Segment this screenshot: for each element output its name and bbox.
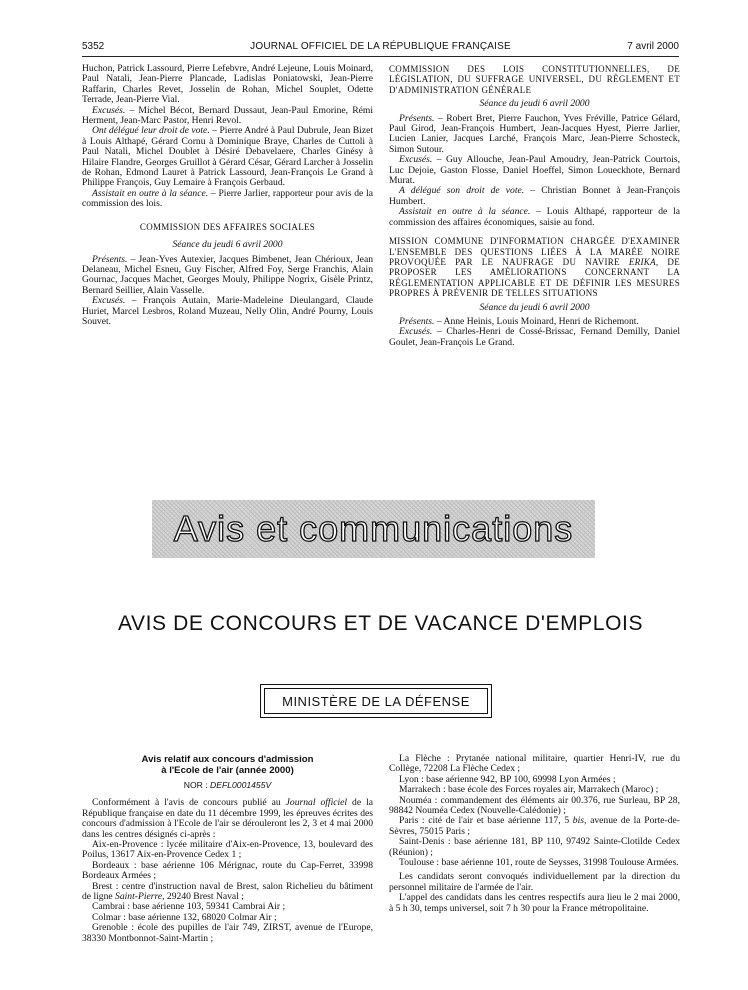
proxy-vote-paragraph: Ont délégué leur droit de vote. – Pierre André à Paul Dubrule, Jean Bizet à Louis Althapé, Gérard Cornu à Dominique Braye, Charles de Cuttoli à Paul Natali, Michel Doublet à Désiré Debavelaere, Charles Ginésy à Hilaire Flandre, Georges Gruillot à Gérard César, Gérard Larcher à Josselin de Rohan, Edmond Lauret à Patrick Lassourd, Jean-François Le Grand à Philippe François, Guy Lemaire à François Gerbaud. xyxy=(82,125,373,189)
issue-date: 7 avril 2000 xyxy=(627,41,679,52)
header-rule xyxy=(82,56,679,57)
notice-title-line2: à l'Ecole de l'air (année 2000) xyxy=(161,765,294,776)
present-paragraph: Présents. – Robert Bret, Pierre Fauchon, Yves Fréville, Patrice Gélard, Paul Girod, Jean-François Humbert, Jean-Jacques Hyest, Pierre Jarlier, Lucien Lanier, Jacques Larché, François Marc, Jean-Pierre Schosteck, Simon Sutour. xyxy=(389,112,680,155)
centre-item: Colmar : base aérienne 132, 68020 Colmar Air ; xyxy=(92,911,277,923)
centre-item: Nouméa : commandement des éléments air 00.376, rue Surleau, BP 28, 98842 Nouméa Cedex (Nouvelle-Calédonie) ; xyxy=(389,794,680,817)
notice-intro: Conformément à l'avis de concours publié au Journal officiel de la République française en date du 11 décembre 1999, les épreuves écrites des concours d'admission à l'Ecole de l'air se dérouleront les 2, 3 et 4 mai 2000 dans les centres désignés ci-après : xyxy=(82,797,373,840)
centre-item: Aix-en-Provence : lycée militaire d'Aix-en-Provence, 13, boulevard des Poilus, 13617 Aix-en-Provence Cedex 1 ; xyxy=(82,839,373,861)
centre-item: Bordeaux : base aérienne 106 Mérignac, route du Cap-Ferret, 33998 Bordeaux Armées ; xyxy=(82,859,373,882)
centre-item: Cambrai : base aérienne 103, 59341 Cambrai Air ; xyxy=(92,901,286,913)
journal-title: JOURNAL OFFICIEL DE LA RÉPUBLIQUE FRANÇAISE xyxy=(250,41,511,52)
seance-date: Séance du jeudi 6 avril 2000 xyxy=(172,239,283,251)
centre-item: Saint-Denis : base aérienne 181, BP 110, 97492 Sainte-Clotilde Cedex (Réunion) ; xyxy=(389,836,680,858)
excused-paragraph: Excusés. – Guy Allouche, Jean-Paul Amoudry, Jean-Patrick Courtois, Luc Dejoie, Gaston Flosse, Daniel Hoeffel, Simon Loueckhote, Bernard Murat. xyxy=(389,154,680,187)
centre-item: La Flèche : Prytanée national militaire, quartier Henri-IV, rue du Collège, 72208 La Flèche Cedex ; xyxy=(389,753,680,775)
excused-paragraph: Excusés. – Michel Bécot, Bernard Dussaut, Jean-Paul Emorine, Rémi Herment, Jean-Marc Pastor, Henri Revol. xyxy=(82,104,373,127)
convocation-paragraph: Les candidats seront convoqués individuellement par la direction du personnel militaire de l'armée de l'air. xyxy=(389,871,680,893)
roll-call-paragraph: L'appel des candidats dans les centres respectifs aura lieu le 2 mai 2000, à 5 h 30, temps universel, soit 7 h 30 pour la France métropolitaine. xyxy=(389,892,680,914)
column-left-top xyxy=(82,64,373,327)
also-present-paragraph: Assistait en outre à la séance. – Pierre Jarlier, rapporteur pour avis de la commission des lois. xyxy=(82,187,373,210)
column-left-bottom xyxy=(82,754,373,944)
section-title: AVIS DE CONCOURS ET DE VACANCE D'EMPLOIS xyxy=(117,612,644,635)
present-paragraph: Présents. – Anne Heinis, Louis Moinard, Henri de Richemont. xyxy=(399,315,639,327)
present-paragraph: Présents. – Jean-Yves Autexier, Jacques Bimbenet, Jean Chérioux, Jean Delaneau, Michel Esneu, Guy Fischer, Alfred Foy, Serge Franchis, Alain Gournac, Jacques Machet, Georges Mouly, Philippe Nogrix, Gisèle Printz, Bernard Seillier, Alain Vasselle. xyxy=(82,253,373,296)
seance-date: Séance du jeudi 6 avril 2000 xyxy=(479,98,590,110)
notice-title-line1: Avis relatif aux concours d'admission xyxy=(141,754,314,765)
column-right-bottom xyxy=(389,754,680,914)
centre-item: Toulouse : base aérienne 101, route de Seysses, 31998 Toulouse Armées. xyxy=(399,857,679,869)
ministry-title: MINISTÈRE DE LA DÉFENSE xyxy=(264,688,488,714)
ministry-box xyxy=(260,684,492,718)
centre-item: Paris : cité de l'air et base aérienne 117, 5 bis, avenue de la Porte-de-Sèvres, 75015 Paris ; xyxy=(389,815,680,837)
commission-title: COMMISSION DES LOIS CONSTITUTIONNELLES, DE LÉGISLATION, DU SUFFRAGE UNIVERSEL, DU RÈGLEMENT ET D'ADMINISTRATION GÉNÉRALE xyxy=(389,64,680,95)
page-number: 5352 xyxy=(82,41,105,52)
also-present-paragraph: Assistait en outre à la séance. – Louis Althapé, rapporteur de la commission des affaires économiques, saisie au fond. xyxy=(389,206,680,228)
nor-reference: NOR : DEFL0001455V xyxy=(183,780,272,790)
column-right-top xyxy=(389,64,680,348)
excused-paragraph: Excusés. – Charles-Henri de Cossé-Brissac, Fernand Demilly, Daniel Goulet, Jean-François Le Grand. xyxy=(389,326,680,348)
seance-date: Séance du jeudi 6 avril 2000 xyxy=(479,301,590,313)
centre-item: Marrakech : base école des Forces royales air, Marrakech (Maroc) ; xyxy=(399,784,659,796)
page-header xyxy=(82,41,679,55)
attendance-paragraph: Huchon, Patrick Lassourd, Pierre Lefebvre, André Lejeune, Louis Moinard, Paul Natali, Jean-Pierre Plancade, Ladislas Poniatowski, Jean-Pierre Raffarin, Charles Revet, Josselin de Rohan, Michel Souplet, Odette Terrade, Jean-Pierre Vial. xyxy=(82,63,373,106)
centre-item: Lyon : base aérienne 942, BP 100, 69998 Lyon Armées ; xyxy=(399,773,616,785)
banner-title: Avis et communications xyxy=(173,508,574,549)
excused-paragraph: Excusés. – François Autain, Marie-Madeleine Dieulangard, Claude Huriet, Marcel Lesbros, Roland Muzeau, Nelly Olin, André Pourny, Louis Souvet. xyxy=(82,295,373,327)
mission-title: MISSION COMMUNE D'INFORMATION CHARGÉE D'EXAMINER L'ENSEMBLE DES QUESTIONS LIÉES À LA MARÉE NOIRE PROVOQUÉE PAR LE NAUFRAGE DU NAVIRE ERIKA, DE PROPOSER LES AMÉLIORATIONS CONCERNANT LA RÉGLEMENTATION APPLICABLE ET DE DÉFINIR LES MESURES PROPRES À PRÉVENIR DE TELLES SITUATIONS xyxy=(389,236,680,299)
centre-item: Grenoble : école des pupilles de l'air 749, ZIRST, avenue de l'Europe, 38330 Montbonnot-Saint-Martin ; xyxy=(82,922,373,944)
section-banner xyxy=(152,500,595,558)
proxy-vote-paragraph: A délégué son droit de vote. – Christian Bonnet à Jean-François Humbert. xyxy=(389,185,681,207)
commission-title: COMMISSION DES AFFAIRES SOCIALES xyxy=(139,221,316,232)
centre-item: Brest : centre d'instruction naval de Brest, salon Richelieu du bâtiment de ligne Saint-Pierre, 29240 Brest Naval ; xyxy=(82,880,373,903)
